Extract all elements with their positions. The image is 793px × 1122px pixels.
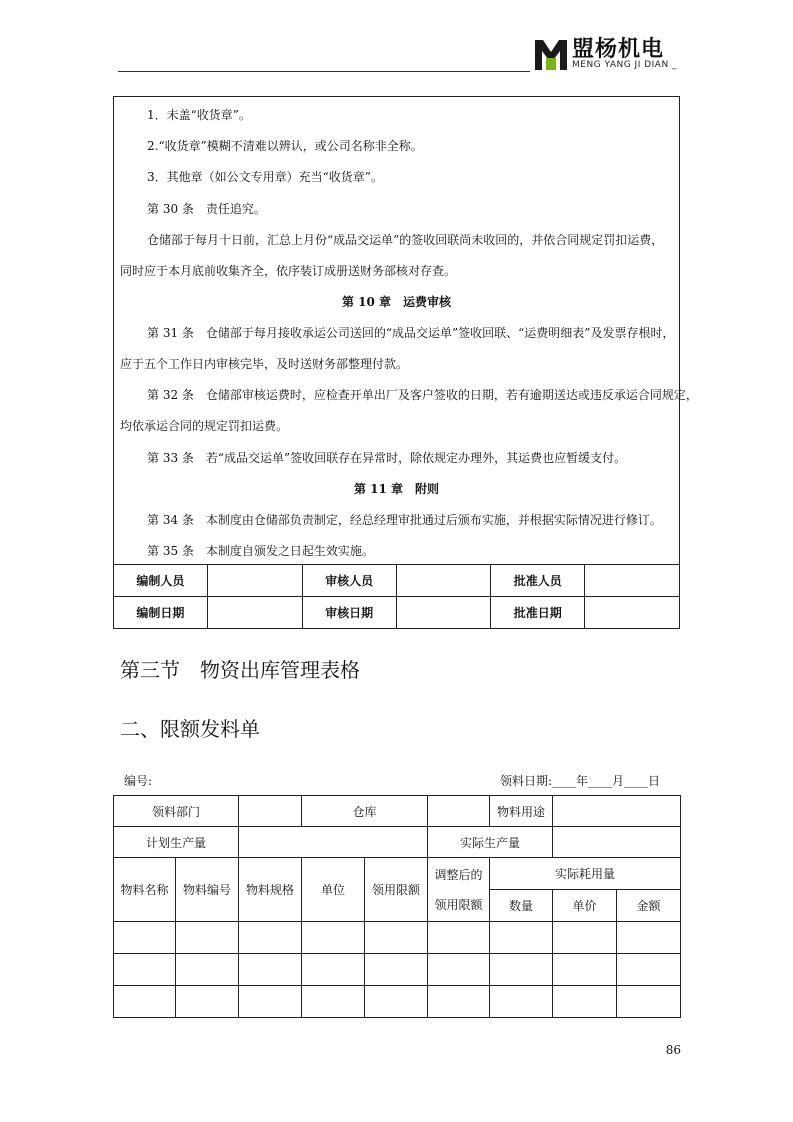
brand-tagline: MENG YANG JI DIAN _: [572, 60, 678, 70]
dept-label: 领料部门: [114, 796, 239, 827]
col-actual-use: 实际耗用量: [490, 858, 681, 890]
table-row: [114, 922, 681, 954]
text-line: 第 34 条 本制度由仓储部负责制定，经总经理审批通过后颁布实施，并根据实际情况进行修订。: [147, 513, 662, 527]
chapter-heading: 第 11 章 附则: [353, 482, 440, 496]
section-title: 第三节 物资出库管理表格: [120, 658, 360, 682]
brand-logo-icon: [533, 36, 569, 72]
planned-output-value: [239, 827, 428, 858]
review-date-label: 审核日期: [302, 597, 396, 629]
page-number: 86: [665, 1043, 681, 1057]
subsection-title: 二、限额发料单: [120, 717, 260, 741]
approve-date-value: [585, 597, 680, 629]
edit-date-value: [207, 597, 302, 629]
warehouse-label: 仓库: [302, 796, 428, 827]
text-line: 第 32 条 仓储部审核运费时，应检查开单出厂及客户签收的日期，若有逾期送达或违反承运合同规定，: [147, 388, 698, 402]
chapter-heading: 第 10 章 运费审核: [341, 295, 452, 309]
text-line: 3．其他章（如公文专用章）充当“收货章”。: [147, 170, 383, 184]
adjusted-limit-line2: 领用限额: [434, 897, 483, 912]
col-amount: 金额: [617, 890, 681, 922]
text-line: 第 33 条 若“成品交运单”签收回联存在异常时，除依规定办理外，其运费也应暂缓支付。: [147, 451, 627, 465]
brand-name: 盟杨机电: [572, 37, 665, 62]
text-line: 均依承运合同的规定罚扣运费。: [120, 419, 289, 433]
signoff-table: [113, 564, 680, 629]
dept-value: [239, 796, 302, 827]
approver-value: [585, 565, 680, 597]
approve-date-label: 批准日期: [491, 597, 585, 629]
purpose-label: 物料用途: [490, 796, 553, 827]
edit-date-label: 编制日期: [114, 597, 208, 629]
col-unit: 单位: [302, 858, 365, 922]
editor-value: [207, 565, 302, 597]
text-line: 第 30 条 责任追究。: [147, 202, 266, 216]
purpose-value: [553, 796, 681, 827]
col-unit-price: 单价: [553, 890, 617, 922]
text-line: 第 31 条 仓储部于每月接收承运公司送回的“成品交运单”签收回联、“运费明细表”及发票存根时，: [147, 326, 675, 340]
form-date-label: 领料日期:____年____月____日: [500, 774, 661, 788]
text-line: 同时应于本月底前收集齐全，依序装订成册送财务部核对存查。: [120, 264, 457, 278]
col-adjusted-limit: [428, 858, 490, 922]
limit-requisition-form: [113, 795, 681, 1018]
text-line: 2.“收货章”模糊不清难以辨认，或公司名称非全称。: [147, 139, 423, 153]
col-qty: 数量: [490, 890, 553, 922]
text-line: 第 35 条 本制度自颁发之日起生效实施。: [147, 544, 374, 558]
text-line: 应于五个工作日内审核完毕，及时送财务部整理付款。: [120, 357, 409, 371]
reviewer-label: 审核人员: [302, 565, 396, 597]
warehouse-value: [428, 796, 490, 827]
text-line: 1．未盖“收货章”。: [147, 108, 251, 122]
actual-output-label: 实际生产量: [428, 827, 553, 858]
editor-label: 编制人员: [114, 565, 208, 597]
col-material-code: 物料编号: [176, 858, 239, 922]
reviewer-value: [396, 565, 491, 597]
col-material-spec: 物料规格: [239, 858, 302, 922]
header-rule: [118, 71, 530, 72]
adjusted-limit-line1: 调整后的: [434, 867, 483, 882]
text-line: 仓储部于每月十日前，汇总上月份“成品交运单”的签收回联尚未收回的，并依合同规定罚扣运费，: [147, 233, 664, 247]
review-date-value: [396, 597, 491, 629]
table-row: [114, 986, 681, 1018]
planned-output-label: 计划生产量: [114, 827, 239, 858]
form-number-label: 编号:: [124, 774, 153, 788]
table-row: [114, 954, 681, 986]
col-limit: 领用限额: [365, 858, 428, 922]
approver-label: 批准人员: [491, 565, 585, 597]
col-material-name: 物料名称: [114, 858, 176, 922]
actual-output-value: [553, 827, 681, 858]
